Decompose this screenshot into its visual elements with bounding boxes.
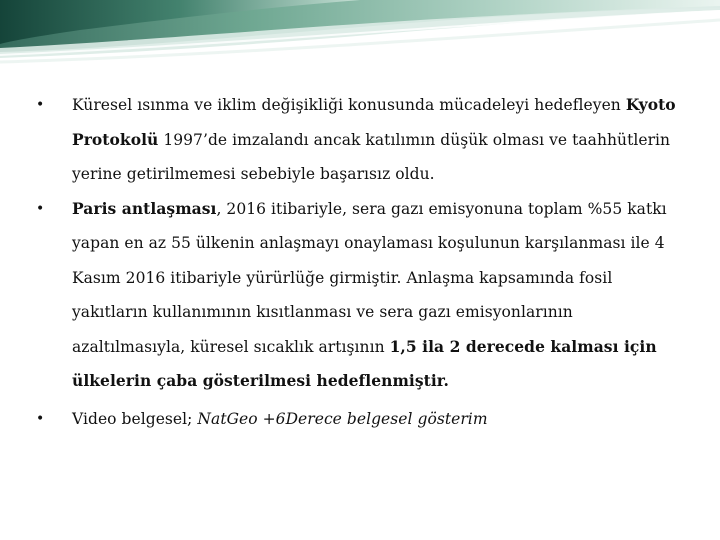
text-span: Video belgesel; bbox=[72, 409, 198, 428]
bullet-item-paris bbox=[36, 192, 676, 399]
text-span: , 2016 itibariyle, sera gazı emisyonuna toplam %55 katkı yapan en az 55 ülkenin anlaşmayı onaylaması koşulunun karşılanması ile 4 Kasım 2016 itibariyle yürürlüğe girmiştir. Anlaşma kapsamında fosil yakıtların kullanımının kısıtlanması ve sera gazı emisyonlarının azaltılmasıyla, küresel sıcaklık artışının bbox=[72, 199, 667, 356]
bullet-icon: • bbox=[36, 200, 45, 217]
text-span: 1997’de imzalandı ancak katılımın düşük olması ve taahhütlerin yerine getirilmemesi sebebiyle başarısız oldu. bbox=[72, 130, 671, 183]
text-span-italic: NatGeo +6Derece belgesel gösterim bbox=[197, 409, 488, 428]
text-span-bold: Kyoto Protokolü bbox=[72, 95, 676, 149]
bullet-item-video bbox=[36, 402, 676, 437]
bullet-text-video bbox=[72, 402, 676, 437]
header-swoosh-decoration bbox=[0, 0, 720, 70]
bullet-text-paris bbox=[72, 192, 676, 399]
bullet-item-kyoto bbox=[36, 88, 676, 192]
text-span-bold: Paris antlaşması bbox=[72, 198, 217, 218]
bullet-text-kyoto bbox=[72, 88, 676, 192]
slide-body bbox=[36, 88, 676, 436]
text-span-bold: 1,5 ila 2 derecede kalması için ülkelerin çaba gösterilmesi hedeflenmiştir. bbox=[72, 336, 657, 390]
bullet-icon: • bbox=[36, 410, 45, 427]
bullet-icon: • bbox=[36, 97, 45, 113]
text-span: Küresel ısınma ve iklim değişikliği konusunda mücadeleyi hedefleyen bbox=[72, 96, 626, 114]
